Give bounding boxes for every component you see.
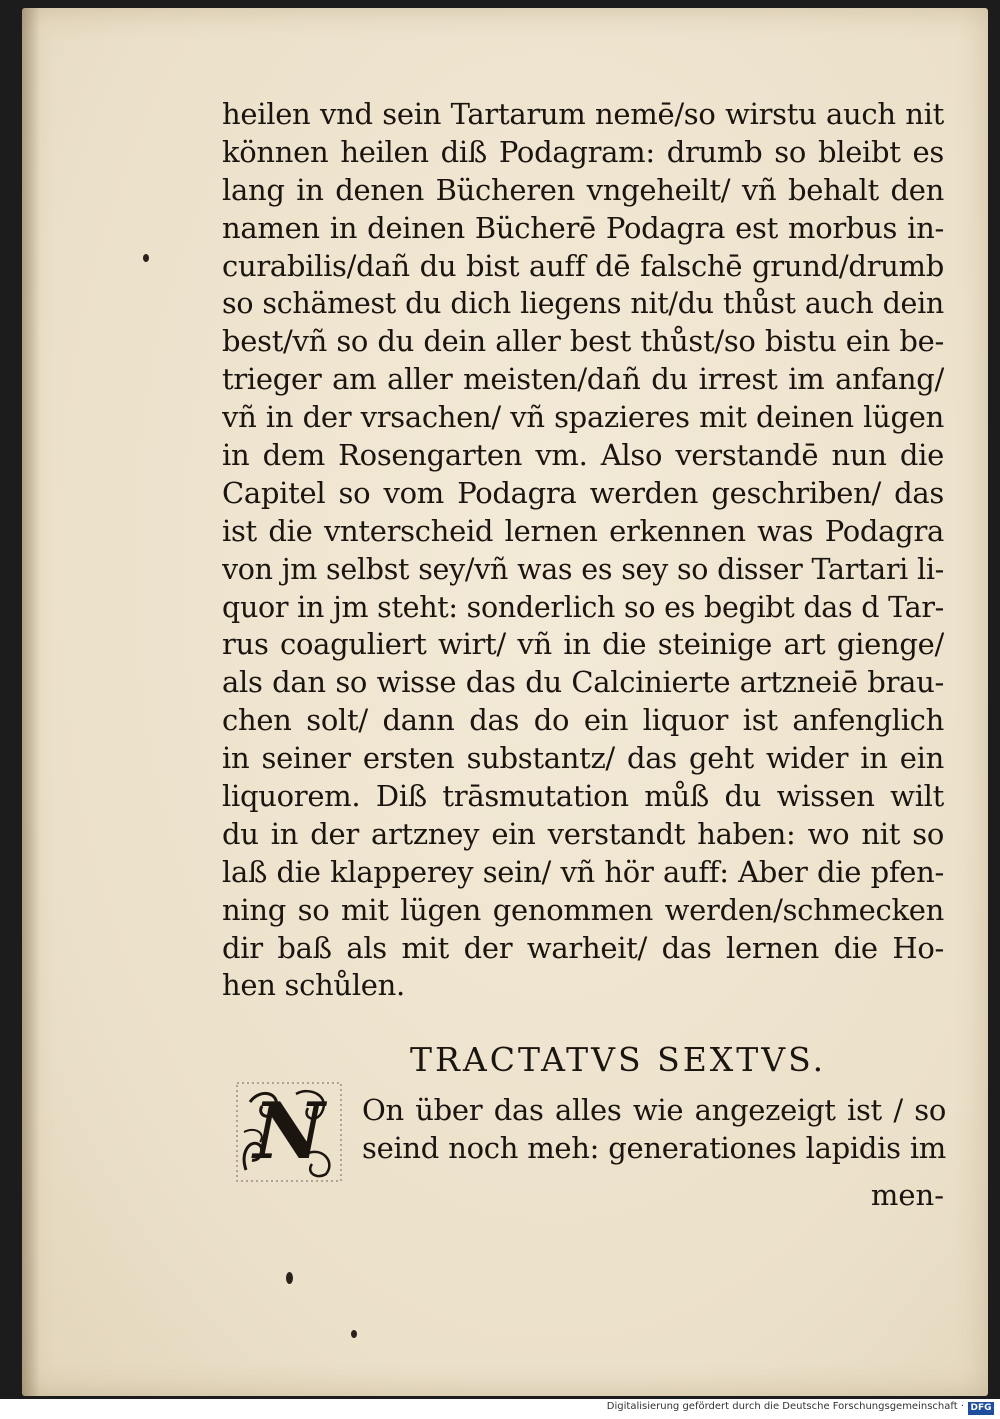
footer-credit: Digitalisierung gefördert durch die Deutsche Forschungsgemeinschaft · [606, 1401, 964, 1412]
text-line: von jm selbst sey/vñ was es sey so disser Tartari li- [222, 552, 944, 586]
text-line: seind noch meh: generationes lapidis im [362, 1130, 946, 1165]
catchword: men- [870, 1178, 944, 1212]
text-line: ist die vnterscheid lernen erkennen was Podagra [222, 513, 944, 548]
text-line: du in der artzney ein verstandt haben: wo nit so [222, 816, 944, 851]
text-line: so schämest du dich liegens nit/du thůst auch dein [222, 287, 944, 321]
footer-bar [0, 1399, 1000, 1419]
text-line: namen in deinen Bücherē Podagra est morbus in- [222, 210, 944, 245]
text-line: rus coaguliert wirt/ vñ in die steinige art gienge/ [222, 627, 944, 662]
text-line: quor in jm steht: sonderlich so es begibt das d Tar- [222, 590, 944, 624]
text-line: Capitel so vom Podagra werden geschriben/ das [222, 475, 944, 510]
main-text-block [222, 96, 944, 1005]
text-line: On über das alles wie angezeigt ist / so [362, 1093, 946, 1127]
text-line: als dan so wisse das du Calcinierte artzneiē brau- [222, 665, 944, 700]
second-paragraph [362, 1092, 946, 1168]
text-line: in dem Rosengarten vm. Also verstandē nun die [222, 438, 944, 473]
section-heading: TRACTATVS SEXTVS. [410, 1040, 827, 1079]
ink-speck [351, 1330, 357, 1338]
text-line: können heilen diß Podagram: drumb so bleibt es [222, 134, 944, 169]
text-line-last: hen schůlen. [222, 968, 405, 1003]
text-line: trieger am aller meisten/dañ du irrest im anfang/ [222, 362, 944, 397]
text-line: ning so mit lügen genommen werden/schmecken [222, 892, 944, 927]
initial-letter: N [253, 1086, 325, 1177]
text-line: laß die klapperey sein/ vñ hör auff: Aber die pfen- [222, 854, 944, 889]
decorated-initial [236, 1082, 342, 1182]
text-line: vñ in der vrsachen/ vñ spazieres mit deinen lügen [222, 400, 944, 435]
dfg-logo: DFG [968, 1402, 994, 1415]
text-line: lang in denen Bücheren vngeheilt/ vñ behalt den [222, 172, 944, 207]
text-line: curabilis/dañ du bist auff dē falschē grund/drumb [222, 248, 944, 283]
text-line: liquorem. Diß trāsmutation můß du wissen wilt [222, 779, 944, 814]
page-gutter-shadow [22, 8, 40, 1396]
text-line: best/vñ so du dein aller best thůst/so bistu ein be- [222, 324, 944, 359]
text-line: dir baß als mit der warheit/ das lernen die Ho- [222, 930, 944, 965]
ink-speck [143, 254, 149, 262]
text-line: in seiner ersten substantz/ das geht wider in ein [222, 741, 944, 776]
text-line: heilen vnd sein Tartarum nemē/so wirstu auch nit [222, 97, 944, 131]
text-line: chen solt/ dann das do ein liquor ist anfenglich [222, 703, 944, 738]
ink-speck [286, 1272, 293, 1284]
